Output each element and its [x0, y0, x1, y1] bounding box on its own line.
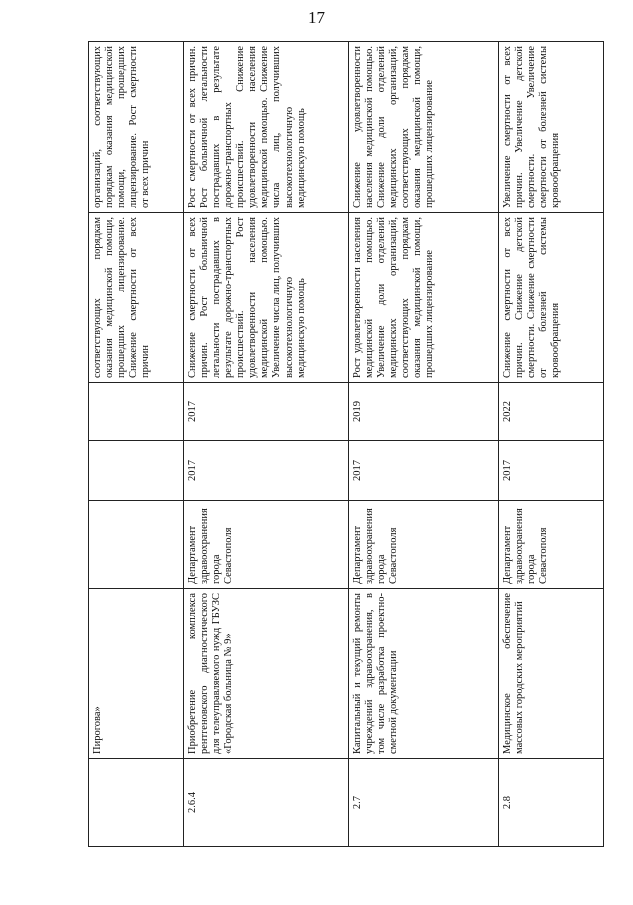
measure-name: Пирогова» [89, 589, 184, 759]
measure-name: Приобретение комплекса рентгеновского диагностического для телеуправляемого нужд ГБУЗС «Городская больница № 9» [184, 589, 349, 759]
measure-name: Медицинское обеспечение массовых городских мероприятий [499, 589, 604, 759]
page-number: 17 [308, 8, 325, 27]
measure-start-year: 2017 [349, 441, 499, 501]
measure-non-implementation-consequence: организаций, соответствующих порядкам оказания медицинской помощи, прошедших лицензирование. Рост смертности от всех причин [89, 42, 184, 213]
table-row [184, 42, 349, 847]
measure-expected-result: Снижение смертности от всех причин. Снижение детской смертности. Снижение смертности от болезней системы кровообращения [499, 213, 604, 383]
program-measures-table [88, 41, 604, 847]
measure-start-year: 2017 [499, 441, 604, 501]
measure-end-year: 2017 [184, 383, 349, 441]
measure-end-year: 2019 [349, 383, 499, 441]
table-row [499, 42, 604, 847]
measure-end-year [89, 383, 184, 441]
measure-number: 2.8 [499, 759, 604, 847]
measure-start-year [89, 441, 184, 501]
measure-number [89, 759, 184, 847]
measure-start-year: 2017 [184, 441, 349, 501]
measure-expected-result: соответствующих порядкам оказания медицинской помощи, прошедших лицензирование. Снижение смертности от всех причин [89, 213, 184, 383]
measure-number: 2.7 [349, 759, 499, 847]
measure-executor [89, 501, 184, 589]
measure-executor: Департамент здравоохранения города Севастополя [499, 501, 604, 589]
table-row [89, 42, 184, 847]
rotated-table-container [88, 42, 603, 847]
measure-name: Капитальный и текущий ремонты учреждений здравоохранения, в том числе разработка проектно-сметной документации [349, 589, 499, 759]
measure-end-year: 2022 [499, 383, 604, 441]
measure-non-implementation-consequence: Снижение удовлетворенности населения медицинской помощью. Снижение доли отделений медицинских организаций, соответствующих порядкам оказания медицинской помощи, прошедших лицензирование [349, 42, 499, 213]
measure-expected-result: Снижение смертности от всех причин. Рост больничной летальности пострадавших в результате дорожно-транспортных происшествий. Рост удовлетворенности населения медицинской помощью. Увеличение числа лиц, получивших высокотехнологичную медицинскую помощь [184, 213, 349, 383]
table-row [349, 42, 499, 847]
measure-non-implementation-consequence: Увеличение смертности от всех причин. Увеличение детской смертности. Увеличение смертности от болезней системы кровообращения [499, 42, 604, 213]
measure-executor: Департамент здравоохранения города Севастополя [184, 501, 349, 589]
measure-number: 2.6.4 [184, 759, 349, 847]
measure-executor: Департамент здравоохранения города Севастополя [349, 501, 499, 589]
measure-expected-result: Рост удовлетворенности населения медицинской помощью. Увеличение доли отделений медицинских организаций, соответствующих порядкам оказания медицинской помощи, прошедших лицензирование [349, 213, 499, 383]
measure-non-implementation-consequence: Рост смертности от всех причин. Рост больничной летальности пострадавших в результате дорожно-транспортных происшествий. Снижение удовлетворенности населения медицинской помощью. Снижение числа лиц, получивших высокотехнологичную медицинскую помощь [184, 42, 349, 213]
